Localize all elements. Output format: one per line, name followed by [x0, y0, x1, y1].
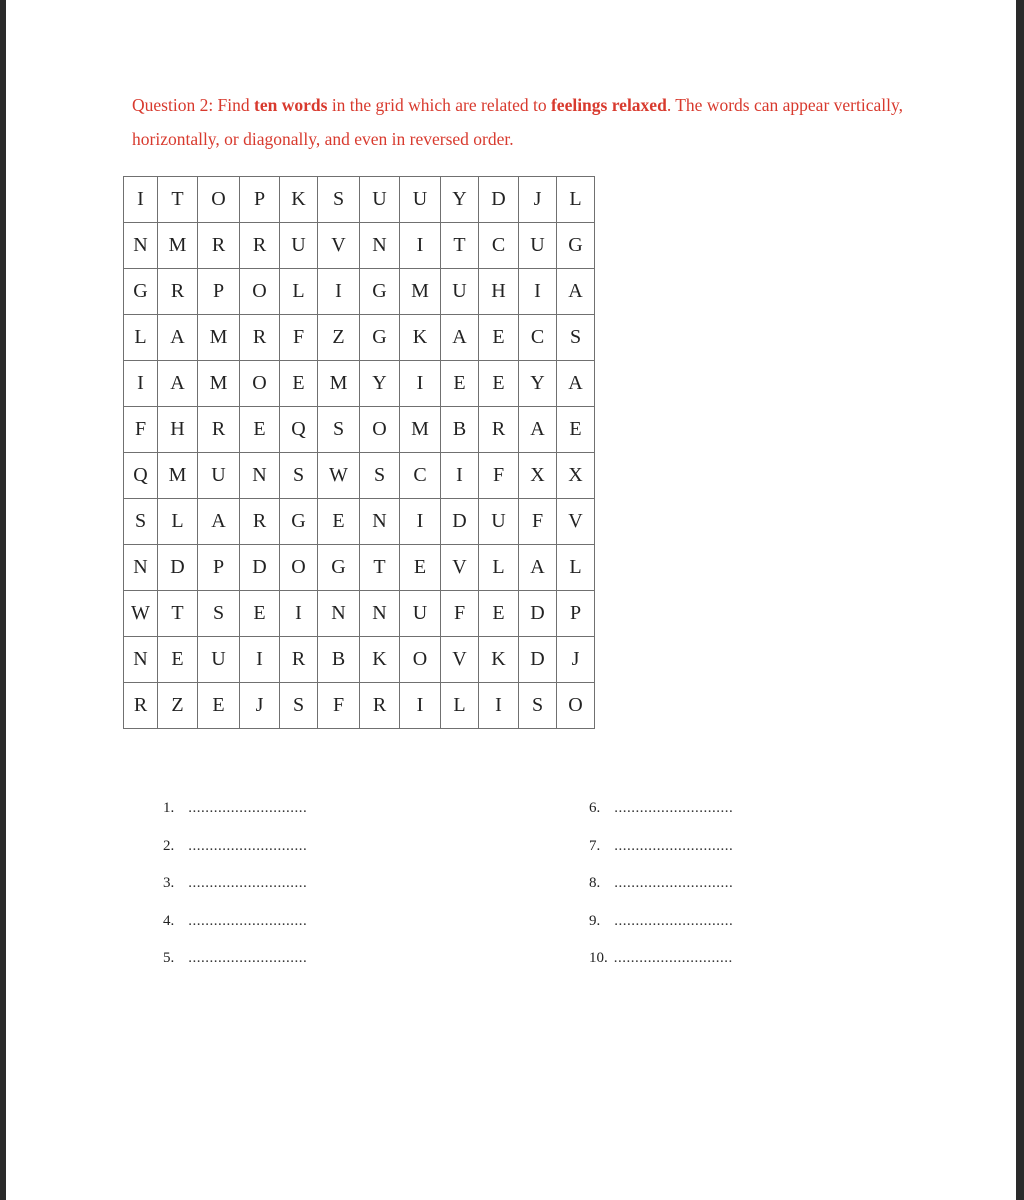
grid-cell: A — [519, 545, 557, 591]
grid-cell: V — [441, 637, 479, 683]
grid-cell: P — [240, 177, 280, 223]
answer-number: 8. — [589, 875, 601, 891]
grid-cell: S — [280, 453, 318, 499]
grid-cell: G — [318, 545, 360, 591]
answer-line[interactable] — [589, 875, 733, 892]
grid-cell: Z — [158, 683, 198, 729]
grid-row — [124, 591, 595, 637]
grid-row — [124, 407, 595, 453]
grid-cell: T — [158, 177, 198, 223]
grid-cell: I — [124, 361, 158, 407]
grid-cell: N — [124, 223, 158, 269]
answer-number: 6. — [589, 800, 601, 816]
grid-cell: D — [519, 637, 557, 683]
grid-cell: A — [198, 499, 240, 545]
answer-number: 9. — [589, 912, 601, 929]
grid-cell: P — [557, 591, 595, 637]
grid-cell: K — [360, 637, 400, 683]
grid-cell: M — [400, 407, 441, 453]
grid-cell: N — [360, 591, 400, 637]
right-frame-edge — [1016, 0, 1024, 1200]
grid-cell: Y — [360, 361, 400, 407]
grid-cell: D — [240, 545, 280, 591]
answer-blank[interactable]: ............................ — [614, 800, 734, 816]
document-page — [6, 0, 1016, 1200]
grid-cell: V — [557, 499, 595, 545]
grid-cell: U — [519, 223, 557, 269]
grid-cell: A — [158, 315, 198, 361]
grid-cell: E — [479, 361, 519, 407]
answer-number: 3. — [163, 875, 175, 891]
grid-cell: A — [158, 361, 198, 407]
grid-cell: V — [318, 223, 360, 269]
question-bold-ten-words: ten words — [254, 95, 328, 115]
grid-cell: K — [479, 637, 519, 683]
answer-blank[interactable]: ............................ — [188, 800, 308, 816]
grid-cell: F — [124, 407, 158, 453]
grid-cell: J — [240, 683, 280, 729]
grid-cell: Y — [519, 361, 557, 407]
answer-number: 4. — [163, 912, 175, 929]
grid-cell: L — [557, 545, 595, 591]
grid-cell: F — [318, 683, 360, 729]
grid-cell: E — [441, 361, 479, 407]
grid-cell: I — [240, 637, 280, 683]
grid-cell: F — [441, 591, 479, 637]
grid-row — [124, 637, 595, 683]
grid-cell: R — [479, 407, 519, 453]
answer-blank[interactable]: ............................ — [614, 875, 734, 891]
grid-cell: D — [479, 177, 519, 223]
grid-cell: J — [519, 177, 557, 223]
answer-line[interactable] — [163, 875, 307, 892]
grid-cell: S — [519, 683, 557, 729]
grid-cell: W — [124, 591, 158, 637]
grid-cell: P — [198, 269, 240, 315]
answer-number: 2. — [163, 837, 175, 854]
grid-cell: T — [360, 545, 400, 591]
grid-cell: R — [280, 637, 318, 683]
grid-row — [124, 361, 595, 407]
grid-cell: U — [441, 269, 479, 315]
grid-cell: U — [198, 637, 240, 683]
grid-cell: A — [557, 269, 595, 315]
grid-cell: T — [158, 591, 198, 637]
grid-cell: J — [557, 637, 595, 683]
grid-cell: I — [318, 269, 360, 315]
grid-cell: O — [240, 361, 280, 407]
grid-cell: W — [318, 453, 360, 499]
grid-cell: M — [198, 361, 240, 407]
grid-cell: M — [318, 361, 360, 407]
answer-blank[interactable]: ............................ — [613, 950, 733, 966]
answer-blank[interactable]: ............................ — [614, 912, 734, 929]
grid-cell: A — [519, 407, 557, 453]
grid-cell: O — [360, 407, 400, 453]
grid-cell: S — [318, 177, 360, 223]
grid-cell: T — [441, 223, 479, 269]
grid-cell: Q — [280, 407, 318, 453]
question-text-part-1: Question 2: Find — [132, 95, 255, 115]
grid-cell: M — [400, 269, 441, 315]
grid-cell: U — [280, 223, 318, 269]
grid-cell: R — [198, 407, 240, 453]
grid-cell: E — [240, 591, 280, 637]
grid-cell: X — [519, 453, 557, 499]
grid-cell: A — [441, 315, 479, 361]
grid-cell: S — [360, 453, 400, 499]
grid-cell: R — [158, 269, 198, 315]
grid-cell: I — [400, 223, 441, 269]
grid-cell: I — [400, 683, 441, 729]
grid-cell: E — [240, 407, 280, 453]
grid-cell: E — [400, 545, 441, 591]
grid-cell: R — [240, 315, 280, 361]
grid-cell: U — [479, 499, 519, 545]
grid-cell: N — [124, 637, 158, 683]
grid-row — [124, 315, 595, 361]
grid-cell: Z — [318, 315, 360, 361]
answer-number: 1. — [163, 800, 175, 816]
grid-cell: O — [280, 545, 318, 591]
grid-cell: R — [124, 683, 158, 729]
grid-cell: R — [240, 499, 280, 545]
grid-cell: E — [479, 591, 519, 637]
grid-row — [124, 269, 595, 315]
grid-row — [124, 545, 595, 591]
grid-row — [124, 683, 595, 729]
grid-cell: S — [124, 499, 158, 545]
answer-blank[interactable]: ............................ — [188, 950, 308, 966]
grid-cell: E — [198, 683, 240, 729]
answer-line[interactable] — [589, 913, 733, 930]
grid-row — [124, 177, 595, 223]
grid-cell: U — [400, 591, 441, 637]
question-bold-feelings-relaxed: feelings relaxed — [550, 95, 667, 115]
grid-cell: C — [479, 223, 519, 269]
grid-cell: H — [158, 407, 198, 453]
answer-line[interactable] — [163, 950, 307, 967]
grid-cell: I — [400, 499, 441, 545]
grid-cell: D — [519, 591, 557, 637]
answer-blank[interactable]: ............................ — [188, 875, 308, 891]
grid-cell: O — [198, 177, 240, 223]
grid-cell: O — [400, 637, 441, 683]
grid-cell: G — [557, 223, 595, 269]
grid-cell: M — [198, 315, 240, 361]
grid-cell: B — [441, 407, 479, 453]
grid-cell: N — [360, 499, 400, 545]
grid-cell: R — [198, 223, 240, 269]
grid-cell: E — [158, 637, 198, 683]
grid-cell: K — [400, 315, 441, 361]
grid-cell: L — [280, 269, 318, 315]
grid-cell: I — [519, 269, 557, 315]
grid-row — [124, 453, 595, 499]
grid-cell: S — [318, 407, 360, 453]
answer-number: 10. — [589, 950, 608, 966]
grid-cell: O — [240, 269, 280, 315]
grid-cell: G — [360, 315, 400, 361]
grid-cell: F — [519, 499, 557, 545]
grid-cell: F — [479, 453, 519, 499]
grid-cell: H — [479, 269, 519, 315]
answer-line[interactable] — [163, 838, 307, 855]
grid-cell: M — [158, 453, 198, 499]
grid-cell: N — [360, 223, 400, 269]
grid-cell: L — [479, 545, 519, 591]
grid-cell: R — [360, 683, 400, 729]
word-search-grid — [123, 176, 595, 729]
grid-cell: S — [280, 683, 318, 729]
grid-cell: L — [557, 177, 595, 223]
answer-blank[interactable]: ............................ — [188, 912, 308, 929]
answer-number: 5. — [163, 950, 175, 966]
grid-cell: N — [318, 591, 360, 637]
grid-cell: I — [400, 361, 441, 407]
grid-cell: G — [280, 499, 318, 545]
grid-cell: G — [360, 269, 400, 315]
grid-cell: E — [318, 499, 360, 545]
grid-cell: R — [240, 223, 280, 269]
grid-cell: C — [400, 453, 441, 499]
grid-cell: O — [557, 683, 595, 729]
grid-cell: C — [519, 315, 557, 361]
grid-cell: E — [280, 361, 318, 407]
answer-line[interactable] — [163, 913, 307, 930]
grid-cell: K — [280, 177, 318, 223]
answer-line[interactable] — [589, 950, 733, 967]
grid-cell: G — [124, 269, 158, 315]
grid-cell: V — [441, 545, 479, 591]
question-text — [132, 88, 912, 156]
grid-cell: U — [198, 453, 240, 499]
answer-blank[interactable]: ............................ — [188, 837, 308, 854]
answer-line[interactable] — [589, 800, 733, 817]
question-text-part-3: . The words can appear vertically, horizontally, or diagonally, and even in reversed order. — [132, 95, 903, 149]
grid-row — [124, 223, 595, 269]
grid-cell: B — [318, 637, 360, 683]
grid-cell: L — [124, 315, 158, 361]
grid-cell: D — [158, 545, 198, 591]
grid-cell: L — [441, 683, 479, 729]
grid-cell: N — [240, 453, 280, 499]
grid-cell: Q — [124, 453, 158, 499]
grid-cell: X — [557, 453, 595, 499]
grid-cell: S — [557, 315, 595, 361]
grid-cell: N — [124, 545, 158, 591]
grid-cell: L — [158, 499, 198, 545]
grid-cell: I — [479, 683, 519, 729]
grid-cell: D — [441, 499, 479, 545]
grid-cell: I — [280, 591, 318, 637]
grid-cell: M — [158, 223, 198, 269]
grid-cell: U — [360, 177, 400, 223]
grid-cell: E — [479, 315, 519, 361]
grid-cell: U — [400, 177, 441, 223]
grid-cell: A — [557, 361, 595, 407]
grid-cell: I — [124, 177, 158, 223]
answer-number: 7. — [589, 837, 601, 854]
grid-cell: I — [441, 453, 479, 499]
answer-blank[interactable]: ............................ — [614, 837, 734, 854]
grid-row — [124, 499, 595, 545]
grid-cell: P — [198, 545, 240, 591]
question-text-part-2: in the grid which are related to — [327, 95, 551, 115]
answer-line[interactable] — [163, 800, 307, 817]
answer-line[interactable] — [589, 838, 733, 855]
grid-cell: F — [280, 315, 318, 361]
grid-cell: Y — [441, 177, 479, 223]
grid-cell: E — [557, 407, 595, 453]
grid-cell: S — [198, 591, 240, 637]
